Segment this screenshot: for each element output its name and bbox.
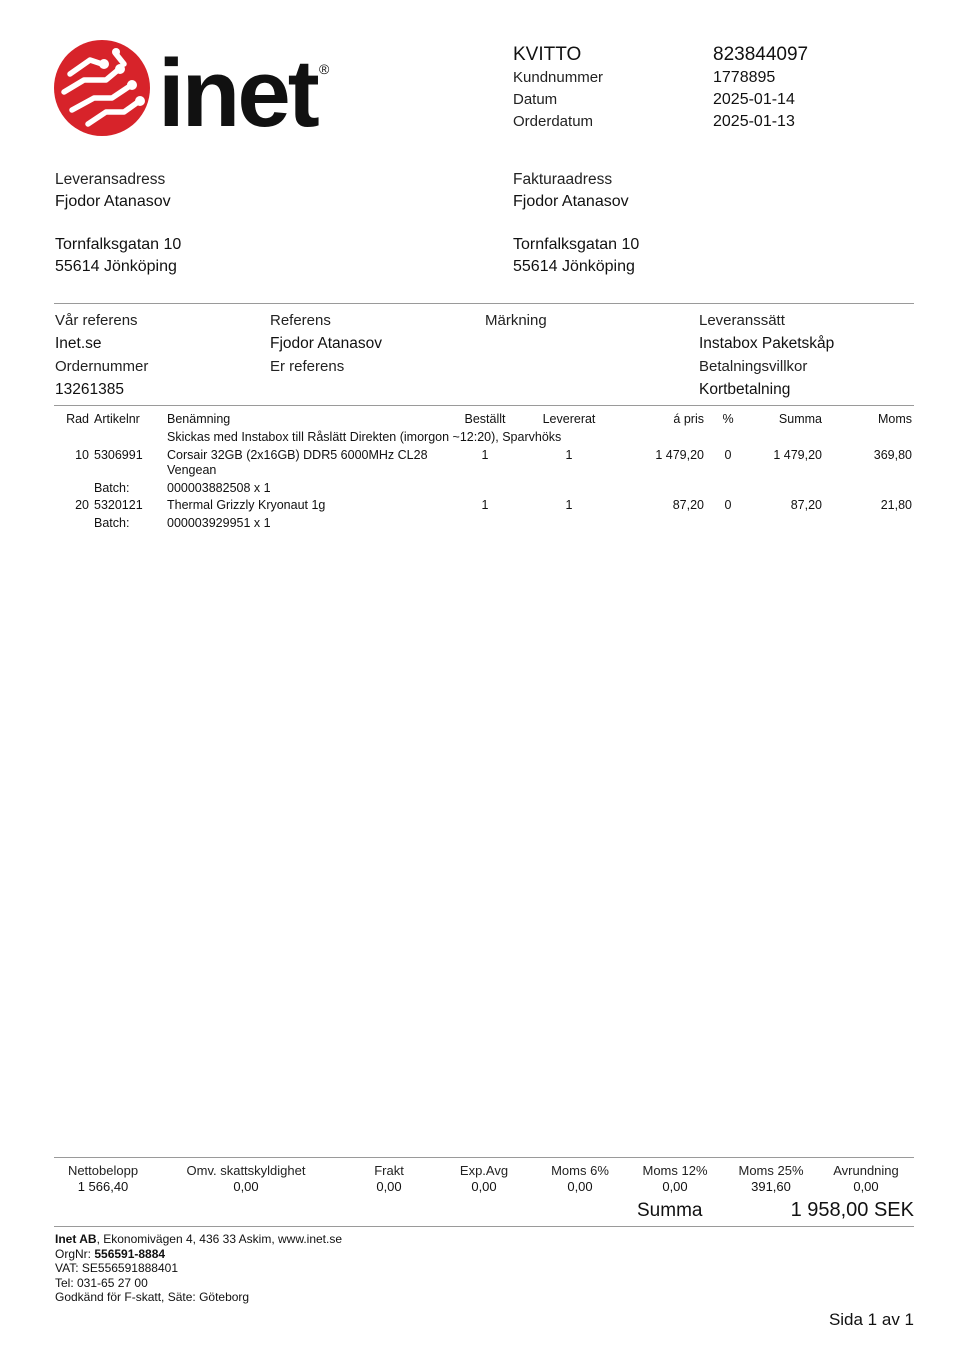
billing-city: 55614 Jönköping <box>513 258 635 275</box>
vat-line: VAT: SE556591888401 <box>55 1261 178 1276</box>
svg-text:®: ® <box>319 61 330 77</box>
batch-label: Batch: <box>94 481 130 495</box>
total-moms25-value: 391,60 <box>751 1179 791 1194</box>
col-header-rad: Rad <box>66 412 89 426</box>
company-footer <box>55 1232 342 1305</box>
col-header-percent: % <box>722 412 734 426</box>
batch-value: 000003929951 x 1 <box>167 516 271 530</box>
sum-label: Summa <box>637 1200 703 1221</box>
orderdate-value: 2025-01-13 <box>713 113 795 130</box>
total-nettobelopp-label: Nettobelopp <box>67 1163 139 1178</box>
our-ref-label: Vår referens <box>55 312 138 329</box>
receipt-number: 823844097 <box>713 44 809 65</box>
orgnr-line: OrgNr: 556591-8884 <box>55 1246 166 1261</box>
batch-value: 000003882508 x 1 <box>167 481 271 495</box>
row-artikelnr: 5320121 <box>94 498 143 512</box>
divider <box>54 303 914 304</box>
row-name-continued: Vengean <box>167 463 217 477</box>
delivery-address-label: Leveransadress <box>55 171 166 188</box>
row-percent: 0 <box>724 498 732 512</box>
shipping-note: Skickas med Instabox till Råslätt Direkten (imorgon ~12:20), Sparvhöks <box>167 430 562 444</box>
row-bestallt: 1 <box>481 498 489 512</box>
payment-terms-label: Betalningsvillkor <box>699 358 808 375</box>
total-expavg-value: 0,00 <box>471 1179 497 1194</box>
receipt-title: KVITTO <box>513 44 582 65</box>
company-address-line <box>55 1232 342 1247</box>
delivery-method-label: Leveranssätt <box>699 312 785 329</box>
row-summa: 87,20 <box>790 498 822 512</box>
row-artikelnr: 5306991 <box>94 448 143 462</box>
col-header-moms: Moms <box>877 412 912 426</box>
row-summa: 1 479,20 <box>773 448 822 462</box>
billing-street: Tornfalksgatan 10 <box>513 236 640 253</box>
total-frakt-label: Frakt <box>374 1163 404 1178</box>
batch-label: Batch: <box>94 516 130 530</box>
row-name: Corsair 32GB (2x16GB) DDR5 6000MHz CL28 <box>167 448 428 462</box>
delivery-method-value: Instabox Paketskåp <box>699 335 835 352</box>
brand-wordmark: inet <box>158 40 317 140</box>
total-rounding-value: 0,00 <box>853 1179 879 1194</box>
ftax-line: Godkänd för F-skatt, Säte: Göteborg <box>55 1290 250 1305</box>
total-rounding-label: Avrundning <box>833 1163 899 1178</box>
divider <box>54 1226 914 1227</box>
customer-number-label: Kundnummer <box>513 69 604 86</box>
payment-terms-value: Kortbetalning <box>699 381 791 398</box>
delivery-city: 55614 Jönköping <box>55 258 177 275</box>
divider <box>54 405 914 406</box>
row-apris: 1 479,20 <box>655 448 704 462</box>
divider <box>54 1157 914 1158</box>
total-moms12-value: 0,00 <box>662 1179 688 1194</box>
col-header-benamning: Benämning <box>167 412 231 426</box>
total-moms6-value: 0,00 <box>567 1179 593 1194</box>
orgnr-value: 556591-8884 <box>94 1246 166 1261</box>
our-ref-value: Inet.se <box>55 335 102 352</box>
orderdate-label: Orderdatum <box>513 113 594 130</box>
date-label: Datum <box>513 91 558 108</box>
total-moms25-label: Moms 25% <box>738 1163 804 1178</box>
order-no-label: Ordernummer <box>55 358 149 375</box>
total-expavg-label: Exp.Avg <box>459 1163 509 1178</box>
company-address: , Ekonomivägen 4, 436 33 Askim, www.inet.se <box>96 1232 343 1246</box>
row-moms: 21,80 <box>880 498 912 512</box>
total-reverse-tax-label: Omv. skattskyldighet <box>186 1163 306 1178</box>
row-apris: 87,20 <box>672 498 704 512</box>
delivery-street: Tornfalksgatan 10 <box>55 236 182 253</box>
marking-label: Märkning <box>485 312 547 329</box>
total-reverse-tax-value: 0,00 <box>233 1179 259 1194</box>
row-percent: 0 <box>724 448 732 462</box>
row-levererat: 1 <box>565 498 573 512</box>
ref-label: Referens <box>270 312 331 329</box>
total-moms6-label: Moms 6% <box>551 1163 609 1178</box>
billing-name: Fjodor Atanasov <box>513 193 629 210</box>
row-rad: 20 <box>75 498 89 512</box>
tel-line: Tel: 031-65 27 00 <box>55 1275 148 1290</box>
customer-number-value: 1778895 <box>713 69 776 86</box>
company-name: Inet AB <box>55 1232 97 1246</box>
col-header-artikelnr: Artikelnr <box>94 412 140 426</box>
inet-logo <box>54 40 334 140</box>
page-indicator: Sida 1 av 1 <box>828 1310 914 1329</box>
col-header-apris: á pris <box>673 412 704 426</box>
col-header-levererat: Levererat <box>542 412 596 426</box>
row-bestallt: 1 <box>481 448 489 462</box>
col-header-summa: Summa <box>778 412 822 426</box>
col-header-bestallt: Beställt <box>464 412 506 426</box>
your-ref-label: Er referens <box>270 358 345 375</box>
total-nettobelopp-value: 1 566,40 <box>77 1179 129 1194</box>
total-frakt-value: 0,00 <box>376 1179 402 1194</box>
billing-address-label: Fakturaadress <box>513 171 613 188</box>
ref-value: Fjodor Atanasov <box>270 335 383 352</box>
row-levererat: 1 <box>565 448 573 462</box>
row-moms: 369,80 <box>873 448 912 462</box>
total-moms12-label: Moms 12% <box>642 1163 708 1178</box>
circuit-badge-icon <box>54 40 150 136</box>
date-value: 2025-01-14 <box>713 91 795 108</box>
sum-value: 1 958,00 SEK <box>790 1199 914 1221</box>
delivery-name: Fjodor Atanasov <box>55 193 171 210</box>
row-rad: 10 <box>75 448 89 462</box>
order-no-value: 13261385 <box>55 381 124 398</box>
row-name: Thermal Grizzly Kryonaut 1g <box>167 498 326 512</box>
